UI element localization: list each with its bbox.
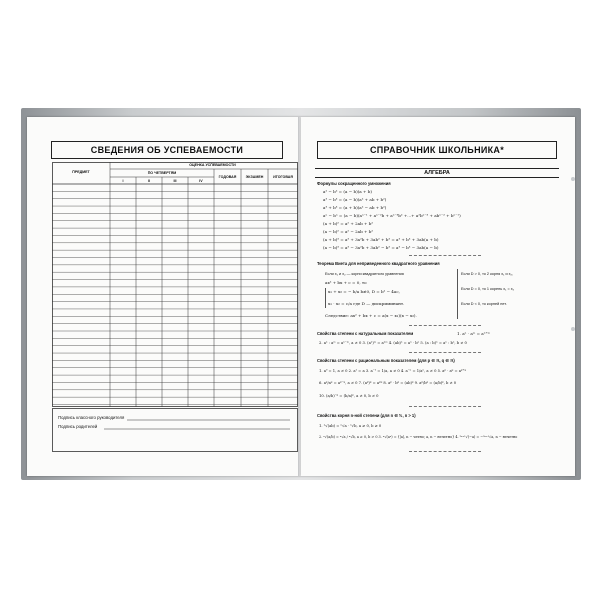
block-heading-vieta: Теорема Виета для неприведенного квадратного уравнения (317, 261, 440, 266)
col-quarter-3: III (173, 179, 177, 183)
divider (409, 255, 481, 256)
grid-frame (53, 163, 298, 407)
col-grade-group-header: ОЦЕНКА УСПЕВАЕМОСТИ (189, 163, 236, 167)
col-final-header: ИТОГОВАЯ (273, 175, 293, 179)
vieta-text: ax² + bx + c = 0, то (325, 280, 367, 285)
col-quarter-4: IV (199, 179, 203, 183)
formula-line: (a + b)² = a² + 2ab + b² (323, 221, 374, 226)
vieta-corollary: Следствие: ax² + bx + c = a(x − x₁)(x − x₂). (325, 313, 417, 318)
system-brace (325, 288, 326, 308)
reference-title: СПРАВОЧНИК ШКОЛЬНИКА* (317, 141, 557, 159)
formula-line: a³ − b³ = (a − b)(a² + ab + b²) (323, 197, 387, 202)
signatures-box (52, 408, 301, 452)
formula-line: (a − b)³ = a³ − 3a²b + 3ab² − b³ = a³ − b³ − 3ab(a − b) (323, 245, 439, 250)
reference-page (301, 117, 575, 476)
formula-line: a² − b² = (a − b)(a + b) (323, 189, 372, 194)
algebra-title: АЛГЕБРА (424, 170, 450, 176)
col-subject-header: ПРЕДМЕТ (72, 170, 90, 174)
formula-line: 10. (a/b)⁻ᵖ = (b/a)ᵖ, a ≠ 0, b ≠ 0 (319, 394, 379, 398)
discriminant-case: Если D < 0, то корней нет. (461, 302, 507, 306)
vieta-sum-formula: x₁ + x₂ = − b/a b≠0, D = b² − 4ac, (328, 289, 400, 294)
block-heading-natural-power: Свойства степени с натуральным показателем (317, 331, 414, 336)
col-exam-header: ЭКЗАМЕН (245, 175, 264, 179)
discriminant-divider (457, 269, 458, 319)
formula-line: 2. ⁿ√(a/b) = ⁿ√a / ⁿ√b, a ≥ 0, b > 0 3. ⁿ√(aⁿ) = {|a|, n − четно; a, n − нечетно} 4. ²ⁿ⁺¹√(−a) = −²ⁿ⁺¹√a, n − нечетно (319, 435, 518, 439)
signature-parents-label: Подпись родителей (58, 424, 98, 429)
formula-line: (a + b)³ = a³ + 3a²b + 3ab² + b³ = a³ + b³ + 3ab(a + b) (323, 237, 439, 242)
divider (409, 406, 481, 407)
col-quarter-1: I (122, 179, 124, 183)
signature-teacher-label: Подпись классного руководителя (58, 415, 125, 420)
block-heading-abbrev-mult: Формулы сокращенного умножения (317, 181, 391, 186)
formula-line: 1. a⁰ = 1, a ≠ 0 2. a¹ = a 3. a⁻¹ = 1/a, a ≠ 0 4. a⁻ⁿ = 1/aⁿ, a ≠ 0 5. aᵖ · aᵠ = aᵖ⁺ᵠ (319, 369, 466, 373)
divider (409, 325, 481, 326)
formula-line: (a − b)² = a² − 2ab + b² (323, 229, 374, 234)
col-quarters-header: ПО ЧЕТВЕРТЯМ (147, 171, 177, 175)
algebra-section-bar (315, 168, 559, 178)
punch-hole (571, 177, 575, 181)
block-heading-rational-power: Свойства степени с рациональным показателем (для p ∈ ℝ, q ∈ ℝ) (317, 358, 455, 363)
discriminant-case: Если D = 0, то 1 корень x₁ = x₂ (461, 287, 515, 291)
grades-page (27, 117, 301, 476)
grades-table (52, 162, 301, 408)
divider (409, 451, 481, 452)
discriminant-case: Если D > 0, то 2 корня x₁ и x₂, (461, 272, 514, 276)
divider (409, 352, 481, 353)
punch-hole (571, 327, 575, 331)
vieta-product-formula: x₁ · x₂ = c/a где D — дискриминант. (328, 301, 405, 306)
grades-title: СВЕДЕНИЯ ОБ УСПЕВАЕМОСТИ (51, 141, 283, 159)
formula-line: 1. ⁿ√(ab) = ⁿ√a · ⁿ√b, a ≥ 0, b ≥ 0 (319, 424, 382, 428)
col-year-header: ГОДОВАЯ (218, 175, 237, 179)
vieta-text: Если x₁ и x₂ — корни квадратного уравнения (325, 272, 404, 276)
formula-line: aⁿ − bⁿ = (a − b)(aⁿ⁻¹ + aⁿ⁻²b + aⁿ⁻³b² +...+ a²bⁿ⁻³ + abⁿ⁻² + bⁿ⁻¹) (323, 213, 461, 218)
formula-line: 1. aⁿ · aᵐ = aⁿ⁺ᵐ (457, 331, 491, 336)
grades-grid (52, 162, 301, 408)
formula-line: 2. aⁿ : aᵐ = aⁿ⁻ᵐ, a ≠ 0 3. (aⁿ)ᵐ = aⁿᵐ 4. (ab)ⁿ = aⁿ · bⁿ 5. (a : b)ⁿ = aⁿ : bⁿ, b ≠ 0 (319, 341, 467, 345)
formula-line: 6. aᵖ/aᵠ = aᵖ⁻ᵠ, a ≠ 0 7. (aᵖ)ᵠ = aᵖᵠ 8. aᵖ · bᵖ = (ab)ᵖ 9. aᵖ/bᵖ = (a/b)ᵖ, b ≠ 0 (319, 381, 457, 385)
col-quarter-2: II (148, 179, 150, 183)
formula-line: a³ + b³ = (a + b)(a² − ab + b²) (323, 205, 387, 210)
block-heading-roots: Свойства корня n-ной степени (для n ∈ ℕ, n > 1) (317, 413, 416, 418)
